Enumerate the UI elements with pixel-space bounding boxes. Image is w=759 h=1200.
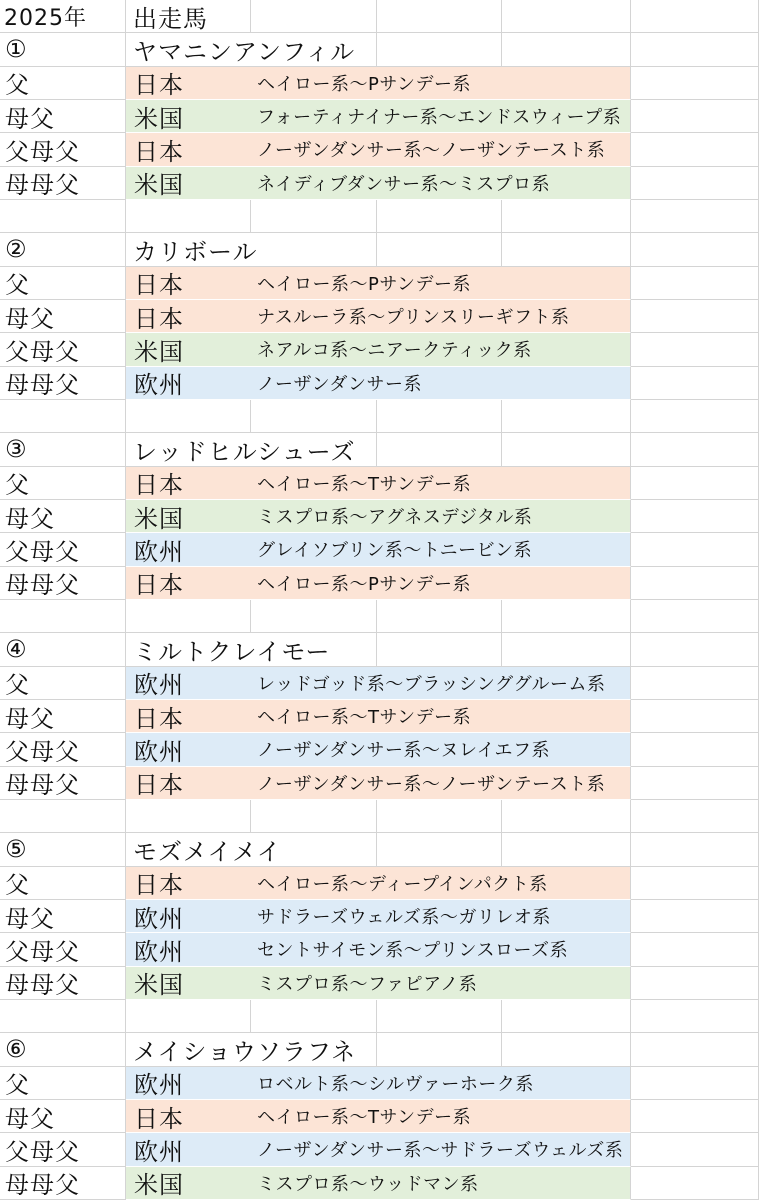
empty-cell[interactable]: [631, 267, 759, 300]
pedigree-role[interactable]: 父: [0, 467, 126, 500]
pedigree-role[interactable]: 父: [0, 867, 126, 900]
pedigree-fill: [126, 1133, 631, 1166]
empty-cell[interactable]: [631, 200, 759, 233]
empty-cell[interactable]: [631, 733, 759, 766]
pedigree-fill: [126, 700, 631, 733]
empty-cell[interactable]: [631, 33, 759, 66]
empty-cell[interactable]: [631, 400, 759, 433]
pedigree-line[interactable]: フォーティナイナー系～エンドスウィープ系: [257, 107, 622, 129]
empty-cell[interactable]: [631, 100, 759, 133]
empty-cell[interactable]: [631, 667, 759, 700]
empty-cell[interactable]: [631, 767, 759, 800]
pedigree-line[interactable]: ミスプロ系～ウッドマン系: [257, 1173, 479, 1195]
pedigree-line[interactable]: ロベルト系～シルヴァーホーク系: [257, 1073, 534, 1095]
empty-cell[interactable]: [126, 800, 251, 833]
empty-cell[interactable]: [631, 167, 759, 200]
pedigree-line[interactable]: ノーザンダンサー系～ノーザンテースト系: [257, 773, 606, 795]
horse-number[interactable]: ④: [0, 633, 126, 666]
pedigree-fill: [126, 1167, 631, 1200]
empty-cell[interactable]: [631, 600, 759, 633]
pedigree-fill: [126, 367, 631, 400]
pedigree-line[interactable]: ネアルコ系～ニアークティック系: [257, 340, 532, 362]
pedigree-line[interactable]: ヘイロー系～Tサンデー系: [257, 707, 472, 729]
empty-cell[interactable]: [251, 200, 377, 233]
empty-cell[interactable]: [631, 367, 759, 400]
pedigree-line[interactable]: セントサイモン系～プリンスローズ系: [257, 940, 569, 962]
empty-cell[interactable]: [126, 400, 251, 433]
empty-cell[interactable]: [631, 67, 759, 100]
pedigree-line[interactable]: ヘイロー系～Pサンデー系: [257, 573, 471, 595]
pedigree-role[interactable]: 父母父: [0, 333, 126, 366]
empty-cell[interactable]: [0, 200, 126, 233]
empty-cell[interactable]: [631, 867, 759, 900]
horse-name[interactable]: ヤマニンアンフィル: [126, 33, 377, 66]
horse-name[interactable]: カリボール: [126, 233, 377, 266]
pedigree-fill: [126, 867, 631, 900]
empty-cell[interactable]: [631, 833, 759, 866]
empty-cell[interactable]: [126, 600, 251, 633]
pedigree-fill: [126, 1067, 631, 1100]
pedigree-role[interactable]: 父: [0, 267, 126, 300]
pedigree-line[interactable]: ヘイロー系～Tサンデー系: [257, 473, 472, 495]
pedigree-line[interactable]: ヘイロー系～Tサンデー系: [257, 1107, 472, 1129]
empty-cell[interactable]: [0, 400, 126, 433]
pedigree-region[interactable]: 欧州: [134, 671, 184, 700]
empty-cell[interactable]: [631, 1000, 759, 1033]
empty-cell[interactable]: [377, 400, 502, 433]
empty-cell[interactable]: [377, 233, 502, 266]
pedigree-region[interactable]: 日本: [134, 471, 184, 500]
pedigree-line[interactable]: ノーザンダンサー系～サドラーズウェルズ系: [257, 1140, 624, 1162]
empty-cell[interactable]: [377, 1033, 502, 1066]
empty-cell[interactable]: [502, 1000, 631, 1033]
pedigree-fill: [126, 567, 631, 600]
year-cell[interactable]: 2025年: [0, 0, 126, 33]
empty-cell[interactable]: [631, 500, 759, 533]
empty-cell[interactable]: [631, 467, 759, 500]
empty-cell[interactable]: [0, 1000, 126, 1033]
empty-cell[interactable]: [631, 800, 759, 833]
horse-number[interactable]: ⑥: [0, 1033, 126, 1066]
pedigree-role[interactable]: 母父: [0, 1100, 126, 1133]
pedigree-fill: [126, 933, 631, 966]
pedigree-role[interactable]: 父: [0, 667, 126, 700]
empty-cell[interactable]: [377, 0, 502, 33]
empty-cell[interactable]: [502, 0, 631, 33]
pedigree-region[interactable]: 米国: [134, 104, 184, 133]
empty-cell[interactable]: [502, 33, 631, 66]
empty-cell[interactable]: [502, 800, 631, 833]
empty-cell[interactable]: [0, 800, 126, 833]
empty-cell[interactable]: [631, 233, 759, 266]
empty-cell[interactable]: [631, 333, 759, 366]
pedigree-role[interactable]: 父: [0, 67, 126, 100]
empty-cell[interactable]: [377, 1000, 502, 1033]
pedigree-role[interactable]: 父: [0, 1067, 126, 1100]
empty-cell[interactable]: [377, 33, 502, 66]
pedigree-region[interactable]: 日本: [134, 138, 184, 166]
empty-cell[interactable]: [631, 1133, 759, 1166]
horse-number[interactable]: ⑤: [0, 833, 126, 866]
pedigree-role[interactable]: 父母父: [0, 1133, 126, 1166]
pedigree-fill: [126, 733, 631, 766]
pedigree-line[interactable]: ヘイロー系～Pサンデー系: [257, 73, 471, 95]
empty-cell[interactable]: [631, 1167, 759, 1200]
pedigree-role[interactable]: 父母父: [0, 133, 126, 166]
empty-cell[interactable]: [502, 200, 631, 233]
empty-cell[interactable]: [0, 600, 126, 633]
horse-number[interactable]: ③: [0, 433, 126, 466]
empty-cell[interactable]: [631, 567, 759, 600]
empty-cell[interactable]: [631, 633, 759, 666]
pedigree-region[interactable]: 米国: [134, 971, 184, 1000]
empty-cell[interactable]: [126, 1000, 251, 1033]
empty-cell[interactable]: [631, 1033, 759, 1066]
empty-cell[interactable]: [251, 400, 377, 433]
pedigree-role[interactable]: 母母父: [0, 367, 126, 400]
pedigree-fill: [126, 133, 631, 166]
pedigree-role[interactable]: 母父: [0, 900, 126, 933]
pedigree-region[interactable]: 日本: [134, 871, 184, 900]
pedigree-region[interactable]: 日本: [134, 71, 184, 100]
empty-cell[interactable]: [502, 433, 631, 466]
pedigree-region[interactable]: 日本: [134, 704, 184, 733]
pedigree-line[interactable]: ナスルーラ系～プリンスリーギフト系: [257, 307, 570, 329]
pedigree-line[interactable]: レッドゴッド系～ブラッシンググルーム系: [257, 673, 606, 695]
pedigree-region[interactable]: 日本: [134, 304, 184, 333]
pedigree-region[interactable]: 米国: [134, 338, 184, 366]
entries-title-cell[interactable]: 出走馬: [126, 0, 251, 33]
pedigree-fill: [126, 667, 631, 700]
pedigree-role[interactable]: 父母父: [0, 933, 126, 966]
pedigree-role[interactable]: 母母父: [0, 1167, 126, 1200]
horse-name[interactable]: モズメイメイ: [126, 833, 377, 866]
empty-cell[interactable]: [126, 200, 251, 233]
empty-cell[interactable]: [502, 833, 631, 866]
empty-cell[interactable]: [631, 900, 759, 933]
empty-cell[interactable]: [631, 933, 759, 966]
empty-cell[interactable]: [377, 800, 502, 833]
empty-cell[interactable]: [502, 233, 631, 266]
pedigree-region[interactable]: 欧州: [134, 538, 184, 566]
pedigree-fill: [126, 533, 631, 566]
pedigree-fill: [126, 500, 631, 533]
horse-name[interactable]: ミルトクレイモー: [126, 633, 377, 666]
pedigree-role[interactable]: 母母父: [0, 767, 126, 800]
pedigree-fill: [126, 100, 631, 133]
pedigree-region[interactable]: 日本: [134, 571, 184, 600]
empty-cell[interactable]: [377, 600, 502, 633]
pedigree-line[interactable]: ミスプロ系～ファピアノ系: [257, 973, 478, 995]
empty-cell[interactable]: [631, 1100, 759, 1133]
pedigree-region[interactable]: 欧州: [134, 1071, 184, 1100]
empty-cell[interactable]: [377, 633, 502, 666]
pedigree-line[interactable]: ノーザンダンサー系～ノーザンテースト系: [257, 140, 606, 162]
pedigree-region[interactable]: 欧州: [134, 1138, 184, 1166]
empty-cell[interactable]: [631, 1067, 759, 1100]
pedigree-fill: [126, 1100, 631, 1133]
empty-cell[interactable]: [251, 600, 377, 633]
pedigree-line[interactable]: ヘイロー系～Pサンデー系: [257, 273, 471, 295]
empty-cell[interactable]: [377, 833, 502, 866]
empty-cell[interactable]: [502, 633, 631, 666]
pedigree-fill: [126, 767, 631, 800]
empty-cell[interactable]: [251, 1000, 377, 1033]
pedigree-fill: [126, 900, 631, 933]
pedigree-line[interactable]: ネイディブダンサー系～ミスプロ系: [257, 173, 551, 195]
empty-cell[interactable]: [631, 967, 759, 1000]
horse-number[interactable]: ①: [0, 33, 126, 66]
pedigree-role[interactable]: 母母父: [0, 567, 126, 600]
pedigree-region[interactable]: 日本: [134, 1104, 184, 1133]
pedigree-line[interactable]: ミスプロ系～アグネスデジタル系: [257, 507, 533, 529]
pedigree-fill: [126, 333, 631, 366]
pedigree-fill: [126, 267, 631, 300]
pedigree-role[interactable]: 母母父: [0, 967, 126, 1000]
pedigree-region[interactable]: 欧州: [134, 938, 184, 966]
pedigree-fill: [126, 300, 631, 333]
pedigree-line[interactable]: ノーザンダンサー系～ヌレイエフ系: [257, 740, 550, 762]
pedigree-fill: [126, 167, 631, 200]
pedigree-line[interactable]: ノーザンダンサー系: [257, 373, 423, 395]
empty-cell[interactable]: [377, 433, 502, 466]
pedigree-region[interactable]: 米国: [134, 504, 184, 533]
pedigree-role[interactable]: 母母父: [0, 167, 126, 200]
empty-cell[interactable]: [631, 300, 759, 333]
pedigree-region[interactable]: 日本: [134, 271, 184, 300]
pedigree-role[interactable]: 母父: [0, 500, 126, 533]
empty-cell[interactable]: [631, 0, 759, 33]
pedigree-role[interactable]: 母父: [0, 300, 126, 333]
pedigree-region[interactable]: 欧州: [134, 904, 184, 933]
pedigree-region[interactable]: 欧州: [134, 738, 184, 766]
pedigree-role[interactable]: 母父: [0, 700, 126, 733]
pedigree-role[interactable]: 父母父: [0, 733, 126, 766]
empty-cell[interactable]: [631, 133, 759, 166]
empty-cell[interactable]: [251, 0, 377, 33]
pedigree-fill: [126, 967, 631, 1000]
pedigree-line[interactable]: ヘイロー系～ディープインパクト系: [257, 873, 548, 895]
horse-name[interactable]: レッドヒルシューズ: [126, 433, 377, 466]
empty-cell[interactable]: [502, 600, 631, 633]
empty-cell[interactable]: [502, 400, 631, 433]
pedigree-line[interactable]: グレイソブリン系～トニービン系: [257, 540, 533, 562]
empty-cell[interactable]: [251, 800, 377, 833]
pedigree-region[interactable]: 欧州: [134, 371, 184, 400]
pedigree-fill: [126, 467, 631, 500]
empty-cell[interactable]: [502, 1033, 631, 1066]
pedigree-line[interactable]: サドラーズウェルズ系～ガリレオ系: [257, 907, 551, 929]
pedigree-region[interactable]: 米国: [134, 1171, 184, 1200]
empty-cell[interactable]: [631, 700, 759, 733]
empty-cell[interactable]: [631, 433, 759, 466]
pedigree-region[interactable]: 米国: [134, 171, 184, 200]
horse-number[interactable]: ②: [0, 233, 126, 266]
pedigree-region[interactable]: 日本: [134, 771, 184, 800]
pedigree-role[interactable]: 母父: [0, 100, 126, 133]
horse-name[interactable]: メイショウソラフネ: [126, 1033, 377, 1066]
pedigree-fill: [126, 67, 631, 100]
empty-cell[interactable]: [377, 200, 502, 233]
empty-cell[interactable]: [631, 533, 759, 566]
pedigree-role[interactable]: 父母父: [0, 533, 126, 566]
